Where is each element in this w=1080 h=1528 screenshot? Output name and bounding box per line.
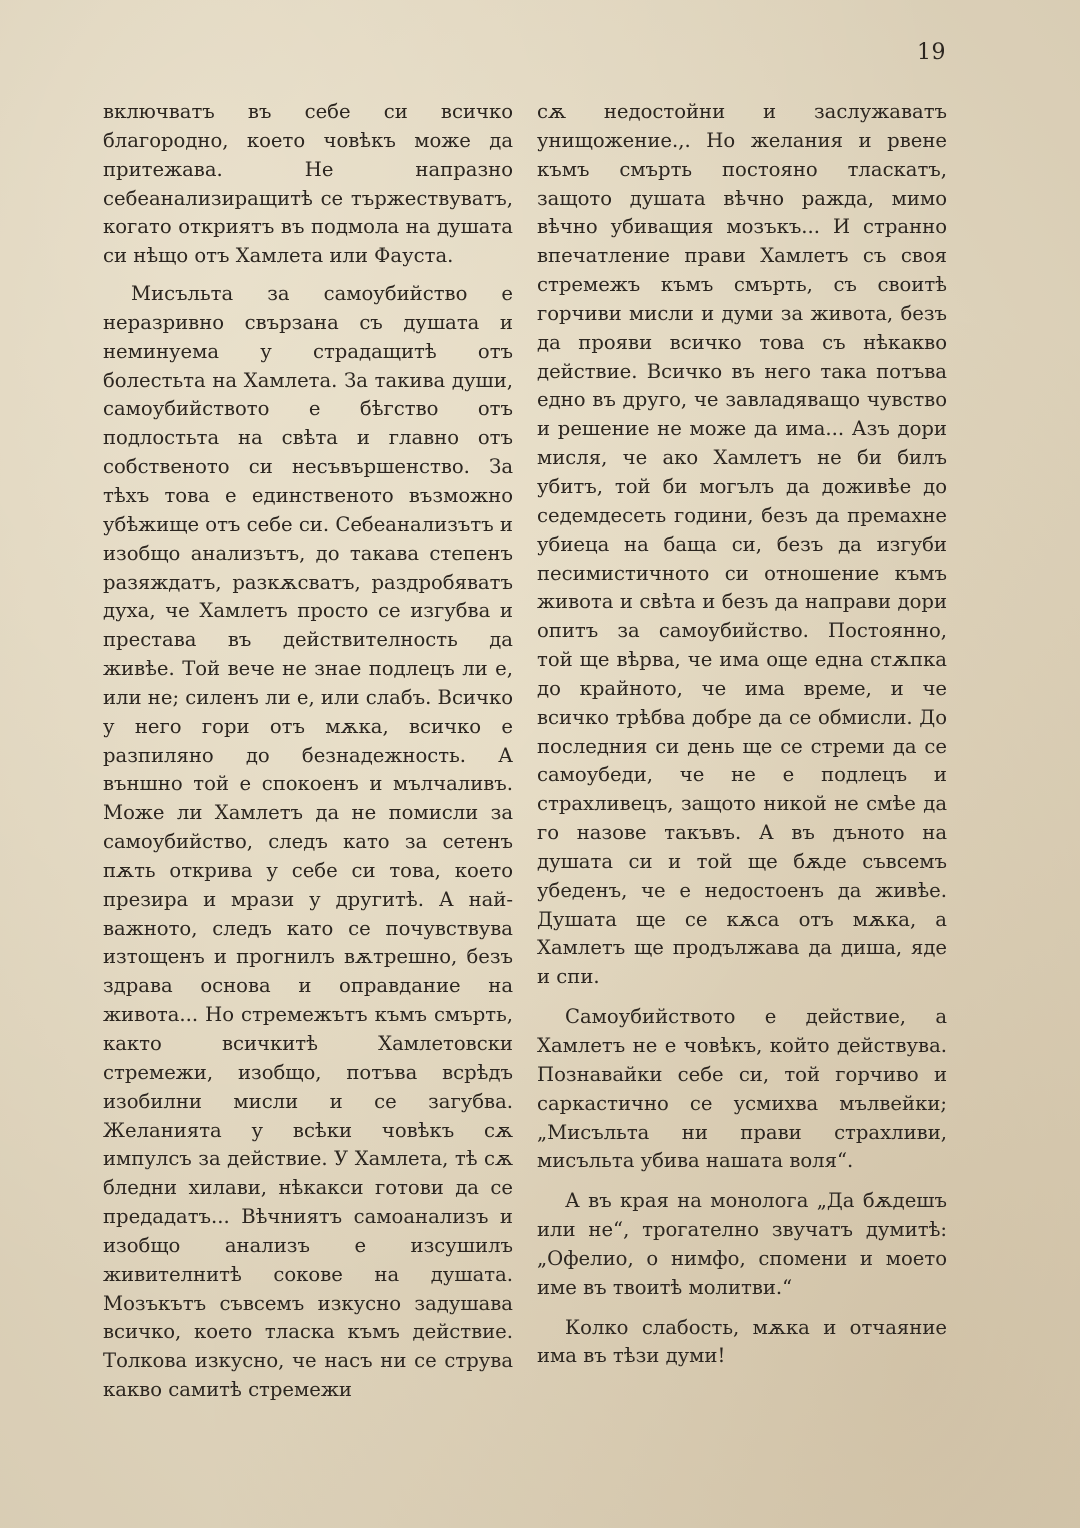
right-paragraph-4: Колко слабость, мѫка и отчаяние има въ тѣзи думи! <box>537 1315 947 1368</box>
right-paragraph-3: А въ края на монолога „Да бѫдешъ или не“, трогателно звучатъ думитѣ: „Офелио, о нимфо, спомени и моето име въ твоитѣ молитви.“ <box>537 1189 947 1299</box>
left-column <box>103 98 513 1414</box>
right-paragraph-2: Самоубийството е действие, а Хамлетъ не е човѣкъ, който действува. Познавайки себе си, той горчиво и саркастично се усмихва мълвейки; „Мисъльта ни прави страхливи, мисъльта убива нашата воля“. <box>537 1005 947 1173</box>
right-column <box>537 98 947 1382</box>
page-number: 19 <box>917 40 946 65</box>
right-paragraph-1: сѫ недостойни и заслужаватъ унищожение.,. Но желания и рвене къмъ смърть постояно тласкатъ, защото душата вѣчно ражда, мимо вѣчно убиващия мозъкъ... И странно впечатление прави Хамлетъ съ своя стремежъ къмъ смърть, съ своитѣ горчиви мисли и думи за живота, безъ да прояви всичко това съ нѣкакво действие. Всичко въ него така потъва едно въ друго, че завладяващо чувство и решение не може да има... Азъ дори мисля, че ако Хамлетъ не би билъ убитъ, той би могълъ да доживѣе до седемдесеть години, безъ да премахне убиеца на баща си, безъ да изгуби песимистичното си отношение къмъ живота и свѣта и безъ да направи дори опитъ за самоубийство. Постоянно, той ще вѣрва, че има още една стѫпка до крайното, че има време, и че всичко трѣбва добре да се обмисли. До последния си день ще се стреми да се самоубеди, че не е подлецъ и страхливецъ, защото никой не смѣе да го назове такъвъ. А въ дъното на душата си и той ще бѫде съвсемъ убеденъ, че е недостоенъ да живѣе. Душата ще се кѫса отъ мѫка, а Хамлетъ ще продължава да диша, яде и спи. <box>537 100 947 989</box>
left-paragraph-1: включватъ въ себе си всичко благородно, което човѣкъ може да притежава. Не напразно себеанализиращитѣ се тържествуватъ, когато откриятъ въ подмола на душата си нѣщо отъ Хамлета или Фауста. <box>103 100 513 268</box>
left-paragraph-2: Мисъльта за самоубийство е неразривно свързана съ душата и неминуема у страдащитѣ отъ болестьта на Хамлета. За такива души, самоубийството е бѣгство отъ подлостьта на свѣта и главно отъ собственото си несъвършенство. За тѣхъ това е единственото възможно убѣжище отъ себе си. Себеанализътъ и изобщо анализътъ, до такава степенъ разяждатъ, разкѫсватъ, раздробяватъ духа, че Хамлетъ просто се изгубва и престава въ действителность да живѣе. Той вече не знае подлецъ ли е, или не; силенъ ли е, или слабъ. Всичко у него гори отъ мѫка, всичко е разпиляно до безнадежность. А външно той е спокоенъ и мълчаливъ. Може ли Хамлетъ да не помисли за самоубийство, следъ като за сетенъ пѫть открива у себе си това, което презира и мрази у другитѣ. А най-важното, следъ като се почувствува изтощенъ и прогнилъ вѫтрешно, безъ здрава основа и оправдание на живота... Но стремежътъ къмъ смърть, както всичкитѣ Хамлетовски стремежи, изобщо, потъва всрѣдъ изобилни мисли и се загубва. Желанията у всѣки човѣкъ сѫ импулсъ за действие. У Хамлета, тѣ сѫ бледни хилави, нѣкакси готови да се предадатъ... Вѣчниятъ самоанализъ и изобщо анализъ е изсушилъ живителнитѣ сокове на душата. Мозъкътъ съвсемъ изкусно задушава всичко, което тласка къмъ действие. Толкова изкусно, че насъ ни се струва какво самитѣ стремежи <box>103 282 513 1402</box>
